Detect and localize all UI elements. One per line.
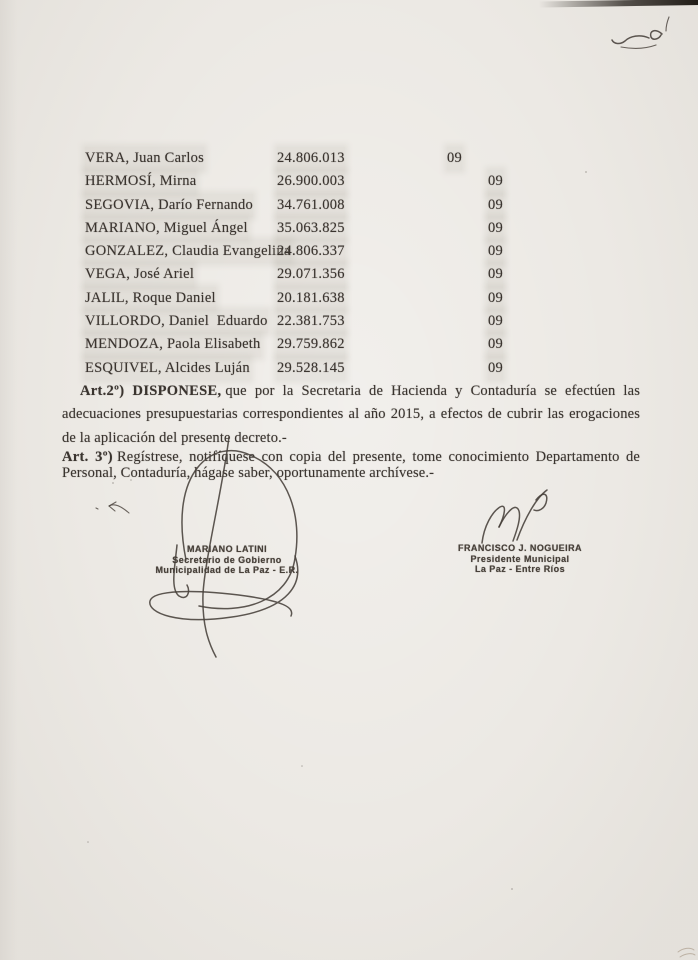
employee-name: HERMOSÍ, Mirna [85, 170, 196, 193]
employee-dni: 20.181.638 [277, 287, 345, 310]
article-3-label: Art. 3º) [62, 449, 113, 465]
employee-name: VERA, Juan Carlos [85, 147, 204, 170]
employee-code: 09 [488, 287, 503, 310]
employee-dni: 29.528.145 [277, 357, 345, 380]
employee-dni: 24.806.337 [277, 240, 345, 263]
article-2-label: Art.2º) DISPONESE, [80, 383, 222, 399]
smudge-bottom-right-icon [678, 948, 695, 957]
employee-name: JALIL, Roque Daniel [85, 287, 216, 310]
employee-name: MARIANO, Miguel Ángel [85, 217, 248, 240]
article-2-text: que por la Secretaria de Hacienda y Contaduría se efectúen las adecuaciones presupuestarias correspondientes al año 2015, a efectos de cubrir las erogaciones de la aplicación del presente decreto.- [62, 383, 640, 446]
table-row [0, 217, 698, 240]
article-3 [62, 450, 640, 481]
employee-code: 09 [488, 217, 503, 240]
table-row [0, 333, 698, 356]
table-row [0, 287, 698, 310]
table-row [0, 357, 698, 380]
stamp-secretario-de-gobierno [112, 544, 342, 576]
employee-dni: 29.759.862 [277, 333, 345, 356]
employee-dni: 35.063.825 [277, 217, 345, 240]
table-row [0, 263, 698, 286]
employee-name: MENDOZA, Paola Elisabeth [85, 333, 261, 356]
employee-dni: 24.806.013 [277, 147, 345, 170]
signatory-org: Municipalidad de La Paz - E.R. [155, 565, 299, 576]
scan-edge-artifact [532, 0, 698, 8]
article-3-text: Regístrese, notifíquese con copia del presente, tome conocimiento Departamento de Personal, Contaduría, hágase saber, oportunamente archívese.- [62, 449, 640, 481]
signature-right-icon [482, 490, 547, 543]
table-row [0, 147, 698, 170]
employee-name: SEGOVIA, Darío Fernando [85, 194, 253, 217]
employee-dni: 29.071.356 [277, 263, 345, 286]
employee-code: 09 [488, 310, 503, 333]
signatory-org: La Paz - Entre Ríos [474, 564, 566, 575]
employee-dni: 26.900.003 [277, 170, 345, 193]
employee-code: 09 [447, 147, 462, 170]
employee-name: VILLORDO, Daniel Eduardo [85, 310, 268, 333]
employee-dni: 34.761.008 [277, 194, 345, 217]
table-row [0, 310, 698, 333]
employee-code: 09 [488, 194, 503, 217]
employee-name: VEGA, José Ariel [85, 263, 194, 286]
stamp-presidente-municipal [408, 543, 632, 575]
employee-code: 09 [488, 263, 503, 286]
handwritten-mark-top-icon [612, 17, 669, 48]
employee-name: GONZALEZ, Claudia Evangelina [85, 240, 291, 263]
employee-code: 09 [488, 170, 503, 193]
signatory-name: FRANCISCO J. NOGUEIRA [458, 543, 582, 553]
article-2 [62, 380, 640, 450]
employee-code: 09 [488, 240, 503, 263]
signatory-title: Secretario de Gobierno [172, 554, 282, 565]
signatory-name: MARIANO LATINI [186, 544, 268, 554]
signatory-title: Presidente Municipal [470, 553, 570, 564]
table-row [0, 170, 698, 193]
employee-name: ESQUIVEL, Alcides Luján [85, 357, 250, 380]
employee-code: 09 [488, 357, 503, 380]
employee-code: 09 [488, 333, 503, 356]
personnel-table [0, 147, 698, 380]
handwritten-mark-small-icon [96, 502, 129, 513]
table-row [0, 194, 698, 217]
table-row [0, 240, 698, 263]
employee-dni: 22.381.753 [277, 310, 345, 333]
